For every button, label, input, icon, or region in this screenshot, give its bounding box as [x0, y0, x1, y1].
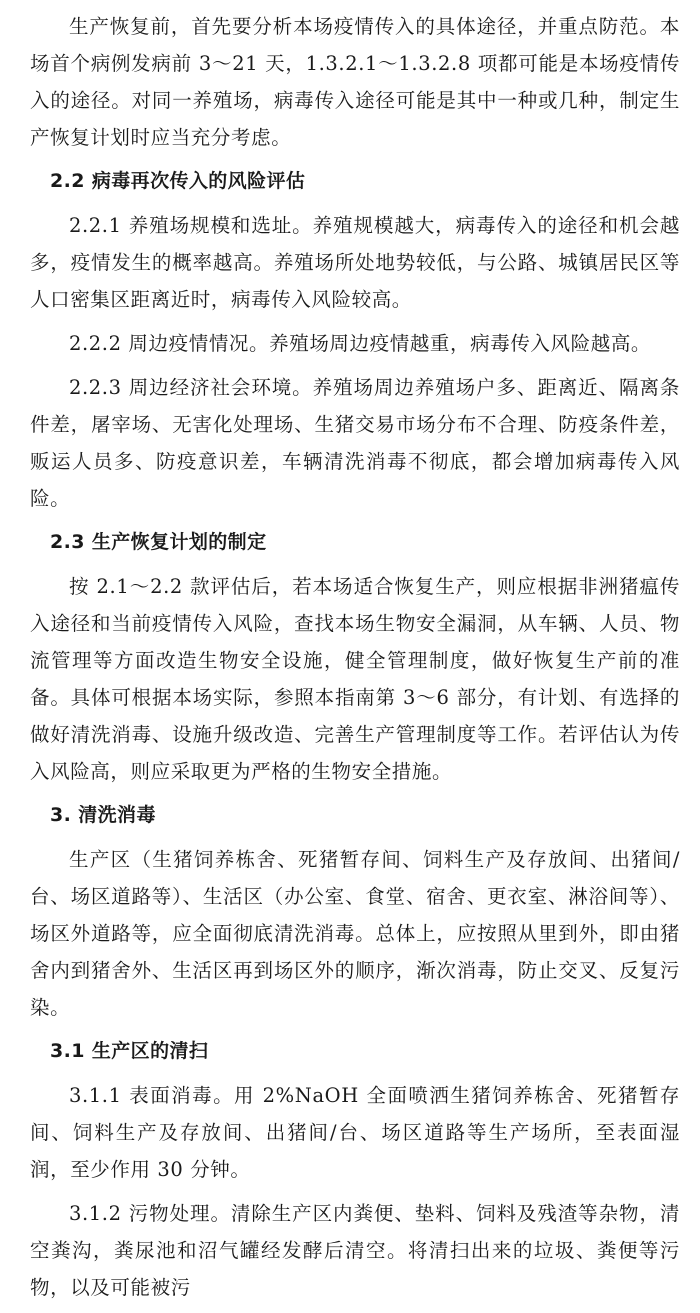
- section-heading-3-1: 3.1 生产区的清扫: [50, 1040, 209, 1062]
- section-heading-3: 3. 清洗消毒: [50, 804, 156, 826]
- paragraph-2-3: 按 2.1～2.2 款评估后，若本场适合恢复生产，则应根据非洲猪瘟传入途径和当前疫情传入风险，查找本场生物安全漏洞，从车辆、人员、物流管理等方面改造生物安全设施，健全管理制度，做好恢复生产前的准备。具体可根据本场实际，参照本指南第 3～6 部分，有计划、有选择的做好清洗消毒、设施升级改造、完善生产管理制度等工作。若评估认为传入风险高，则应采取更为严格的生物安全措施。: [30, 575, 680, 783]
- section-heading-2-2: 2.2 病毒再次传入的风险评估: [50, 170, 306, 192]
- paragraph-2-2-2: 2.2.2 周边疫情情况。养殖场周边疫情越重，病毒传入风险越高。: [69, 332, 652, 355]
- paragraph-3: 生产区（生猪饲养栋舍、死猪暂存间、饲料生产及存放间、出猪间/台、场区道路等）、生活区（办公室、食堂、宿舍、更衣室、淋浴间等）、场区外道路等，应全面彻底清洗消毒。总体上，应按照从里到外，即由猪舍内到猪舍外、生活区再到场区外的顺序，渐次消毒，防止交叉、反复污染。: [30, 848, 680, 1019]
- document-page: [30, 8, 680, 1313]
- paragraph-intro: 生产恢复前，首先要分析本场疫情传入的具体途径，并重点防范。本场首个病例发病前 3～21 天，1.3.2.1～1.3.2.8 项都可能是本场疫情传入的途径。对同一养殖场，病毒传入途径可能是其中一种或几种，制定生产恢复计划时应当充分考虑。: [30, 15, 680, 149]
- paragraph-2-2-1: 2.2.1 养殖场规模和选址。养殖规模越大，病毒传入的途径和机会越多，疫情发生的概率越高。养殖场所处地势较低，与公路、城镇居民区等人口密集区距离近时，病毒传入风险较高。: [30, 214, 680, 311]
- paragraph-3-1-2: 3.1.2 污物处理。清除生产区内粪便、垫料、饲料及残渣等杂物，清空粪沟，粪尿池和沼气罐经发酵后清空。将清扫出来的垃圾、粪便等污物，以及可能被污: [30, 1202, 680, 1299]
- paragraph-3-1-1: 3.1.1 表面消毒。用 2%NaOH 全面喷洒生猪饲养栋舍、死猪暂存间、饲料生产及存放间、出猪间/台、场区道路等生产场所，至表面湿润，至少作用 30 分钟。: [30, 1084, 680, 1181]
- paragraph-2-2-3: 2.2.3 周边经济社会环境。养殖场周边养殖场户多、距离近、隔离条件差，屠宰场、无害化处理场、生猪交易市场分布不合理、防疫条件差，贩运人员多、防疫意识差，车辆清洗消毒不彻底，都会增加病毒传入风险。: [30, 376, 680, 510]
- section-heading-2-3: 2.3 生产恢复计划的制定: [50, 531, 267, 553]
